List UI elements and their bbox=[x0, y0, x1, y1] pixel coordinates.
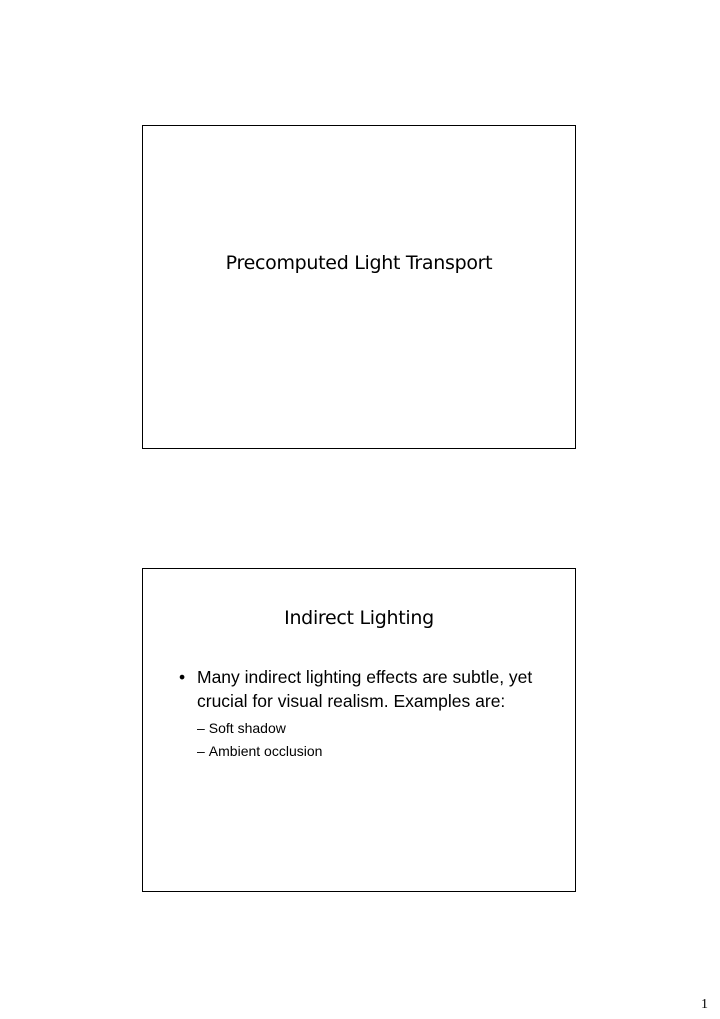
sub-bullet-marker: – bbox=[197, 720, 205, 736]
page-number: 1 bbox=[701, 997, 708, 1012]
sub-bullet-list bbox=[197, 717, 553, 763]
sub-bullet-item bbox=[197, 717, 553, 740]
sub-bullet-text: Soft shadow bbox=[208, 720, 286, 736]
bullet-list bbox=[173, 665, 553, 763]
sub-bullet-item bbox=[197, 740, 553, 763]
bullet-text: Many indirect lighting effects are subtle, yet crucial for visual realism. Examples are: bbox=[197, 667, 533, 711]
sub-bullet-text: Ambient occlusion bbox=[208, 743, 323, 759]
bullet-marker: • bbox=[179, 667, 186, 687]
slide-title: Indirect Lighting bbox=[284, 607, 434, 629]
bullet-item bbox=[173, 665, 553, 763]
slide-1 bbox=[142, 125, 576, 449]
sub-bullet-marker: – bbox=[197, 743, 205, 759]
slide-2 bbox=[142, 568, 576, 892]
slide-title: Precomputed Light Transport bbox=[225, 252, 493, 274]
